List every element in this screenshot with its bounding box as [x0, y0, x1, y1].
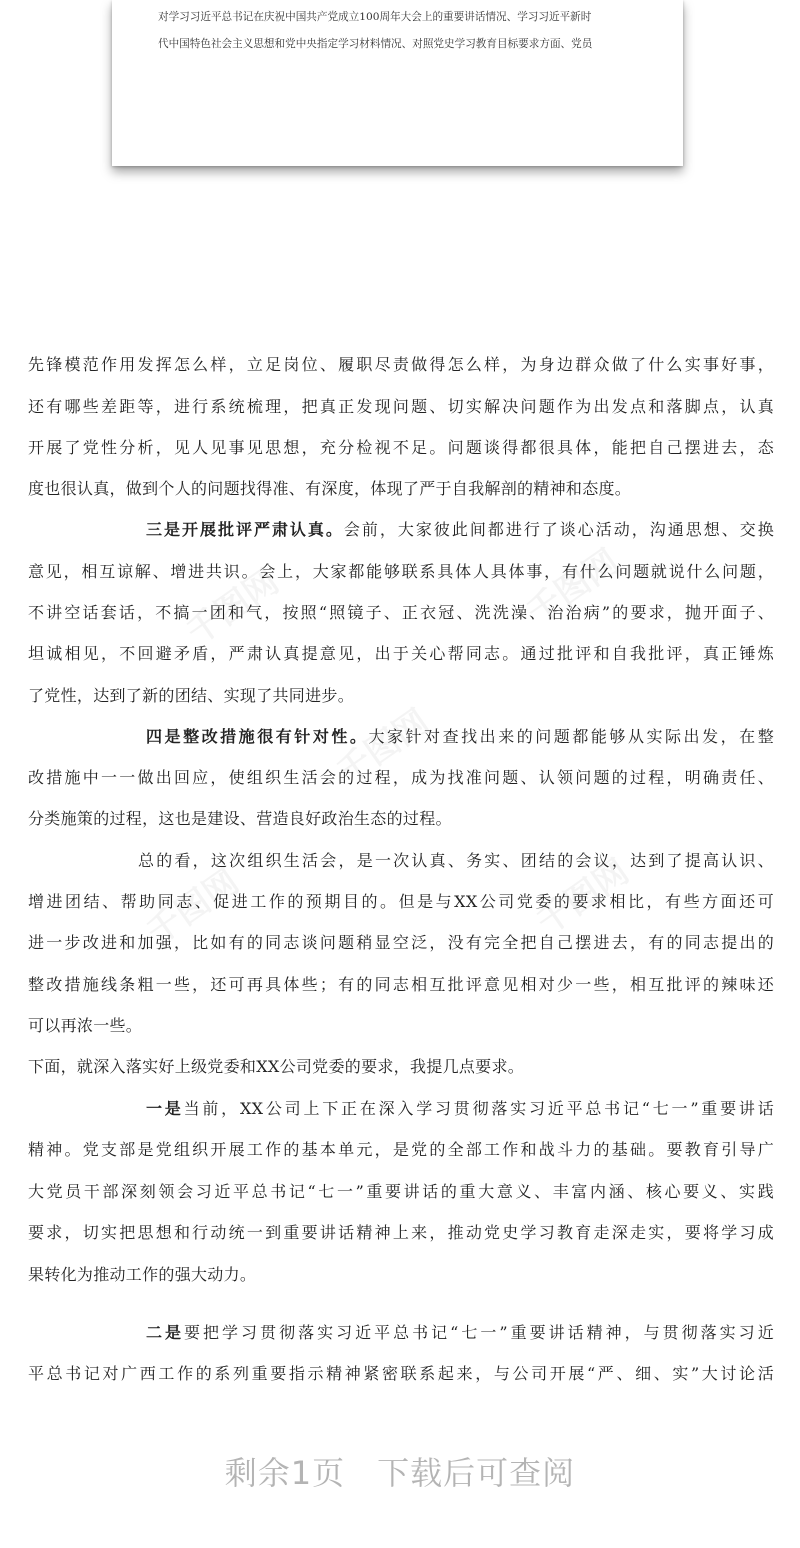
text-line — [28, 725, 774, 749]
text-line: 度也很认真，做到个人的问题找得准、有深度，体现了严于自我解剖的精神和态度。 — [28, 479, 632, 498]
text-line: 不讲空话套话，不搞一团和气，按照“照镜子、正衣冠、洗洗澡、治治病”的要求，抛开面子、 — [28, 603, 774, 622]
download-to-view-label: 下载后可查阅 — [377, 1454, 576, 1492]
text-line: 分类施策的过程，这也是建设、营造良好政治生态的过程。 — [28, 809, 452, 828]
text-line: 意见，相互谅解、增进共识。会上，大家都能够联系具体人具体事，有什么问题就说什么问题， — [28, 562, 774, 581]
text-line: 大党员干部深刻领会习近平总书记“七一”重要讲话的重大意义、丰富内涵、核心要义、实践 — [28, 1182, 774, 1201]
text-line: 可以再浓一些。 — [28, 1016, 143, 1035]
previous-page-preview — [112, 0, 683, 166]
text-line: 还有哪些差距等，进行系统梳理，把真正发现问题、切实解决问题作为出发点和落脚点，认真 — [28, 397, 774, 416]
text-line: 了党性，达到了新的团结、实现了共同进步。 — [28, 686, 355, 705]
paragraph-lead: 四是整改措施很有针对性。 — [146, 727, 369, 746]
text-line: 精神。党支部是党组织开展工作的基本单元，是党的全部工作和战斗力的基础。要教育引导广 — [28, 1140, 774, 1159]
paragraph-text: 大家针对查找出来的问题都能够从实际出发，在整 — [368, 727, 774, 746]
paragraph-text: 会前，大家彼此间都进行了谈心活动，沟通思想、交换 — [343, 520, 774, 539]
text-line — [28, 1097, 774, 1121]
text-line: 总的看，这次组织生活会，是一次认真、务实、团结的会议，达到了提高认识、 — [138, 851, 774, 870]
text-line — [28, 518, 774, 542]
text-line: 开展了党性分析，见人见事见思想，充分检视不足。问题谈得都很具体，能把自己摆进去，态 — [28, 438, 774, 457]
paragraph-lead: 三是开展批评严肃认真。 — [146, 520, 344, 539]
paragraph-text: 当前，XX公司上下正在深入学习贯彻落实习近平总书记“七一”重要讲话 — [183, 1099, 774, 1118]
text-line: 增进团结、帮助同志、促进工作的预期目的。但是与XX公司党委的要求相比，有些方面还可 — [28, 892, 774, 911]
text-line: 改措施中一一做出回应，使组织生活会的过程，成为找准问题、认领问题的过程，明确责任、 — [28, 768, 774, 787]
text-line: 先锋模范作用发挥怎么样，立足岗位、履职尽责做得怎么样，为身边群众做了什么实事好事， — [28, 355, 774, 374]
remaining-pages-label: 剩余1页 — [224, 1454, 346, 1492]
preview-line: 代中国特色社会主义思想和党中央指定学习材料情况、对照党史学习教育目标要求方面、党员 — [158, 38, 593, 50]
text-line: 下面，就深入落实好上级党委和XX公司党委的要求，我提几点要求。 — [28, 1057, 525, 1076]
text-line: 整改措施线条粗一些，还可再具体些；有的同志相互批评意见相对少一些，相互批评的辣味还 — [28, 975, 774, 994]
paragraph-lead: 一是 — [146, 1099, 184, 1118]
text-line: 平总书记对广西工作的系列重要指示精神紧密联系起来，与公司开展“严、细、实”大讨论活 — [28, 1364, 774, 1383]
preview-line: 对学习习近平总书记在庆祝中国共产党成立100周年大会上的重要讲话情况、学习习近平新时 — [158, 11, 592, 23]
text-line: 果转化为推动工作的强大动力。 — [28, 1265, 257, 1284]
text-line — [28, 1321, 774, 1345]
text-line: 坦诚相见，不回避矛盾，严肃认真提意见，出于关心帮同志。通过批评和自我批评，真正锤炼 — [28, 644, 774, 663]
text-line: 要求，切实把思想和行动统一到重要讲话精神上来，推动党史学习教育走深走实，要将学习成 — [28, 1223, 774, 1242]
paragraph-lead: 二是 — [146, 1323, 185, 1342]
remaining-pages-banner[interactable] — [0, 1448, 800, 1494]
text-line: 进一步改进和加强，比如有的同志谈问题稍显空泛，没有完全把自己摆进去，有的同志提出的 — [28, 933, 774, 952]
paragraph-text: 要把学习贯彻落实习近平总书记“七一”重要讲话精神，与贯彻落实习近 — [184, 1323, 774, 1342]
